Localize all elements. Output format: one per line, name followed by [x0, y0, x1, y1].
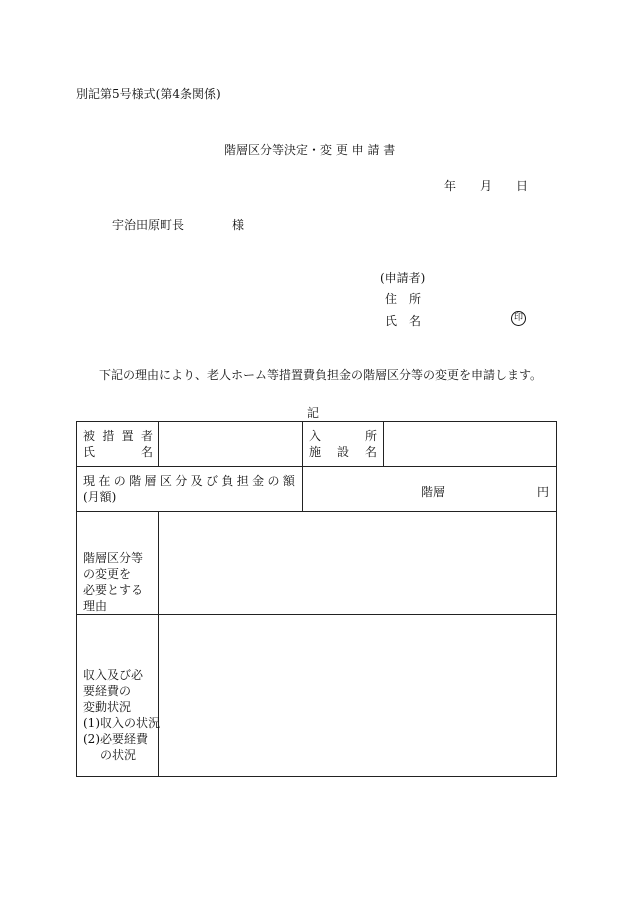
date-month-label: 月: [480, 179, 493, 193]
income-change-label-cell: [77, 615, 159, 777]
honorific-sama: 様: [232, 218, 245, 232]
table-row: [77, 512, 557, 615]
income-label-line1: 収入及び必要経費の: [83, 668, 144, 698]
current-class-label-cell: [77, 467, 303, 512]
request-statement: 下記の理由により、老人ホーム等措置費負担金の階層区分等の変更を申請します。: [99, 368, 543, 382]
seal-mark: 印: [511, 311, 526, 326]
person-label-line2: 氏 名: [83, 445, 153, 459]
table-row: [77, 615, 557, 777]
current-amount-input[interactable]: [303, 467, 557, 512]
income-label-line2: 変動状況: [83, 700, 132, 714]
person-label-line1: 被 措 置 者: [83, 429, 153, 443]
class-unit-label: 階層: [421, 484, 446, 499]
yen-unit-label: 円: [536, 484, 549, 499]
facility-label-line1: 入 所: [309, 429, 377, 443]
facility-label-cell: [303, 422, 384, 467]
change-reason-label-line1: 階層区分等の変更を: [83, 551, 144, 581]
date-year-label: 年: [444, 179, 457, 193]
current-class-label-line1: 現 在 の 階 層 区 分 及 び 負 担 金 の 額: [83, 474, 295, 488]
facility-name-input[interactable]: [384, 422, 557, 467]
applicant-heading: (申請者): [380, 271, 426, 285]
table-row: [77, 467, 557, 512]
date-day-label: 日: [516, 179, 529, 193]
current-class-label-line2: (月額): [83, 490, 117, 504]
change-reason-input[interactable]: [159, 512, 557, 615]
person-name-input[interactable]: [159, 422, 303, 467]
income-label-line3: (1) 収 入 の 状 況: [83, 716, 161, 730]
change-reason-label-line2: 必要とする理由: [83, 583, 144, 613]
income-change-input[interactable]: [159, 615, 557, 777]
document-title: 階層区分等決定・変 更 申 請 書: [224, 143, 396, 157]
application-table: [76, 421, 557, 777]
facility-label-line2: 施 設 名: [309, 445, 377, 459]
change-reason-label-cell: [77, 512, 159, 615]
table-row: [77, 422, 557, 467]
person-name-label-cell: [77, 422, 159, 467]
income-label-line4: (2) 必要経費の状況: [83, 732, 149, 762]
applicant-name-label: 氏 名: [385, 314, 422, 328]
addressee: 宇治田原町長: [112, 218, 185, 232]
applicant-address-label: 住 所: [385, 292, 422, 306]
ki-heading: 記: [307, 406, 320, 420]
form-number-label: 別記第5号様式(第4条関係): [76, 87, 221, 101]
